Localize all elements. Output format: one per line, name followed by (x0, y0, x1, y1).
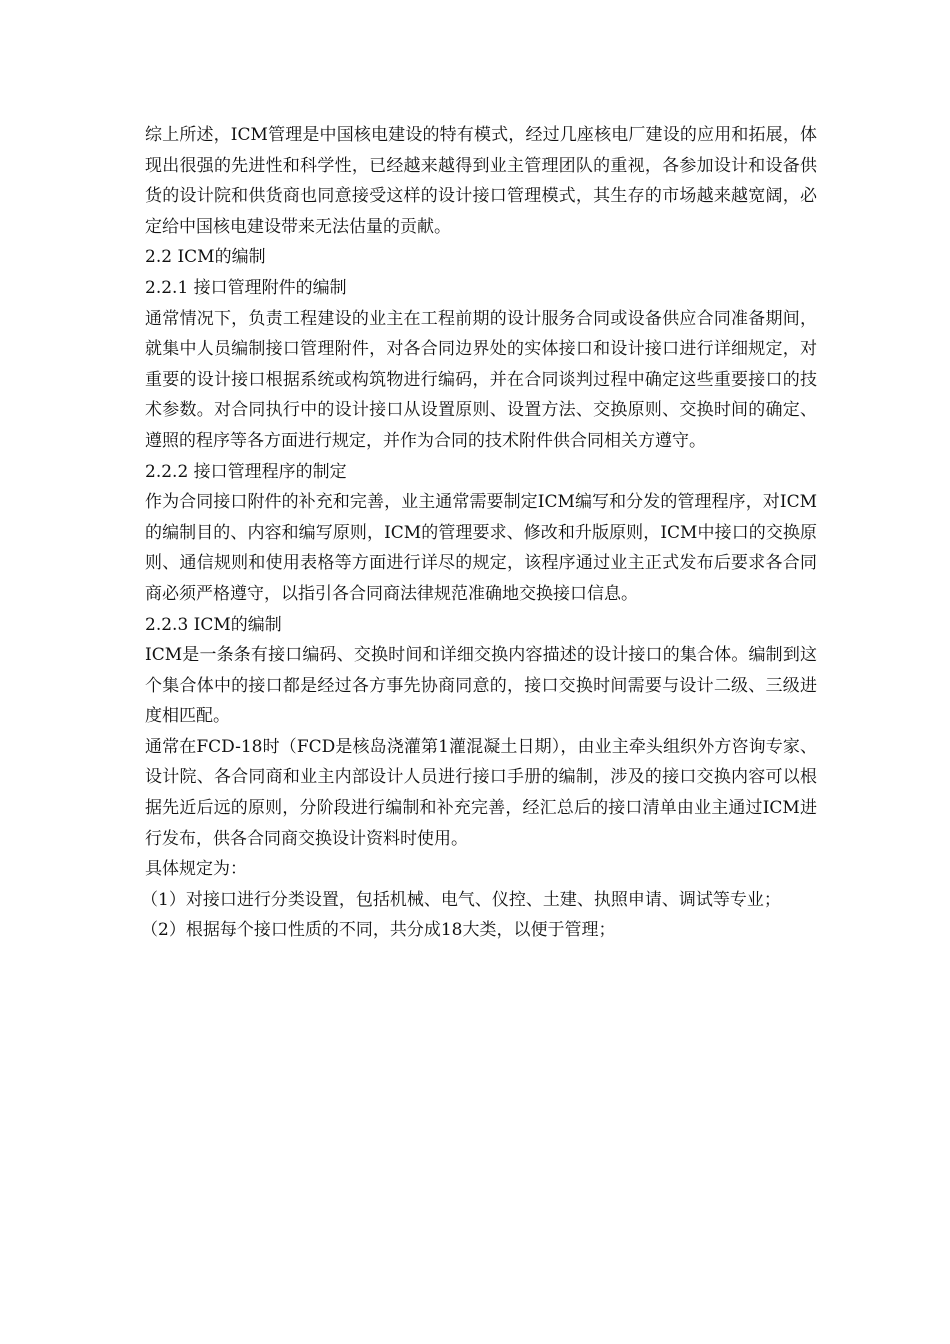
section-heading-2-2-1: 2.2.1 接口管理附件的编制 (145, 277, 347, 298)
paragraph-summary: 综上所述，ICM管理是中国核电建设的特有模式，经过几座核电厂建设的应用和拓展，体现出很强的先进性和科学性，已经越来越得到业主管理团队的重视，各参加设计和设备供货的设计院和供货商也同意接受这样的设计接口管理模式，其生存的市场越来越宽阔，必定给中国核电建设带来无法估量的贡献。 (145, 125, 817, 237)
list-item-2: （2）根据每个接口性质的不同，共分成18大类，以便于管理； (141, 920, 616, 941)
paragraph-icm-definition: ICM是一条条有接口编码、交换时间和详细交换内容描述的设计接口的集合体。编制到这个集合体中的接口都是经过各方事先协商同意的，接口交换时间需要与设计二级、三级进度相匹配。 (145, 645, 817, 727)
document-page (141, 120, 817, 946)
paragraph-icm-compilation: 通常在FCD-18时（FCD是核岛浇灌第1灌混凝土日期），由业主牵头组织外方咨询专家、设计院、各合同商和业主内部设计人员进行接口手册的编制，涉及的接口交换内容可以根据先近后远的原则，分阶段进行编制和补充完善，经汇总后的接口清单由业主通过ICM进行发布，供各合同商交换设计资料时使用。 (145, 736, 817, 849)
section-heading-2-2-2: 2.2.2 接口管理程序的制定 (145, 461, 347, 482)
section-heading-2-2: 2.2 ICM的编制 (145, 247, 266, 268)
section-heading-2-2-3: 2.2.3 ICM的编制 (145, 614, 282, 635)
paragraph-rules-intro: 具体规定为： (145, 859, 247, 880)
paragraph-interface-procedure: 作为合同接口附件的补充和完善，业主通常需要制定ICM编写和分发的管理程序，对ICM的编制目的、内容和编写原则，ICM的管理要求、修改和升版原则，ICM中接口的交换原则、通信规则和使用表格等方面进行详尽的规定，该程序通过业主正式发布后要求各合同商必须严格遵守，以指引各合同商法律规范准确地交换接口信息。 (145, 492, 817, 604)
list-item-1: （1）对接口进行分类设置，包括机械、电气、仪控、土建、执照申请、调试等专业； (141, 889, 781, 910)
paragraph-interface-annex: 通常情况下，负责工程建设的业主在工程前期的设计服务合同或设备供应合同准备期间，就集中人员编制接口管理附件，对各合同边界处的实体接口和设计接口进行详细规定，对重要的设计接口根据系统或构筑物进行编码，并在合同谈判过程中确定这些重要接口的技术参数。对合同执行中的设计接口从设置原则、设置方法、交换原则、交换时间的确定、遵照的程序等各方面进行规定，并作为合同的技术附件供合同相关方遵守。 (145, 308, 817, 451)
